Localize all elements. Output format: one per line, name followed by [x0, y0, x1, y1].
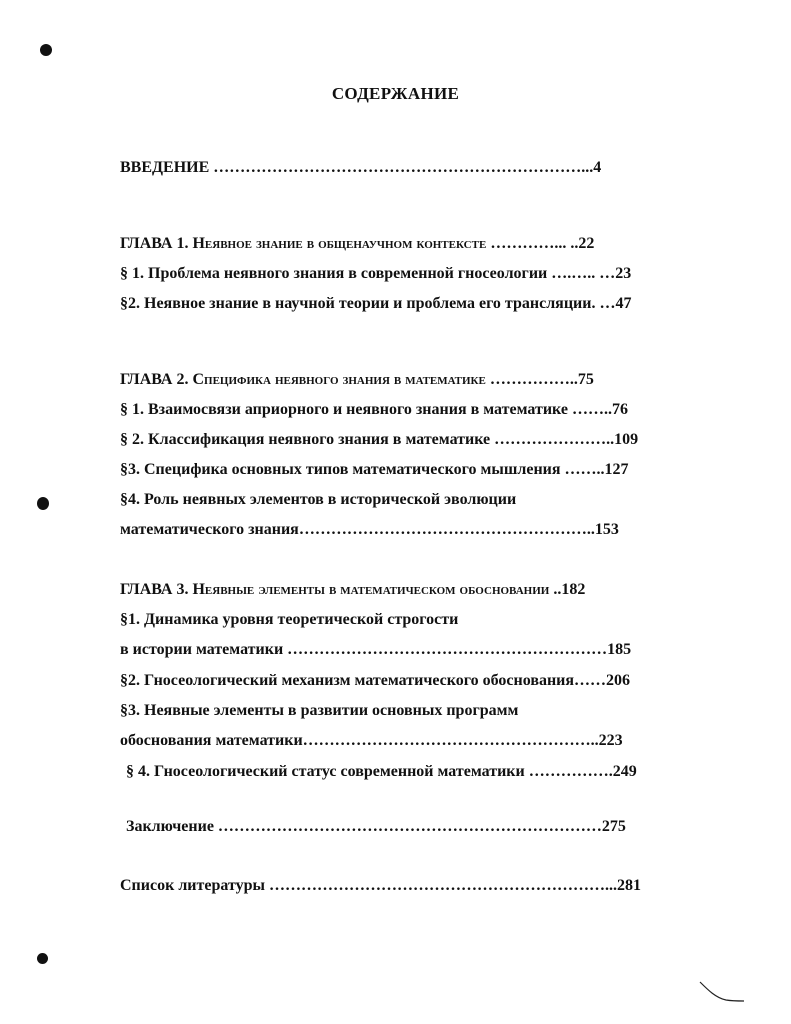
chapter-3-title: Неявные элементы в математическом обосновании — [192, 581, 550, 598]
toc-chapter-3-section-1-cont: в истории математики ……………………………………………………185 — [120, 641, 632, 658]
chapter-1-title: Неявное знание в общенаучном контексте — [192, 235, 487, 252]
toc-chapter-3 — [120, 580, 585, 600]
toc-chapter-3-section-4: § 4. Гносеологический статус современной математики …………….249 — [126, 763, 637, 780]
toc-conclusion: Заключение ………………………………………………………………275 — [126, 818, 626, 835]
pen-scribble-mark — [698, 980, 748, 1008]
chapter-1-page: …………... ..22 — [486, 235, 595, 252]
toc-chapter-3-section-2: §2. Гносеологический механизм математического обоснования……206 — [120, 672, 631, 689]
toc-chapter-3-section-3-cont: обоснования математики………………………………………………..223 — [120, 732, 623, 749]
punch-hole-mark-middle — [37, 497, 49, 510]
punch-hole-mark-bottom — [37, 953, 48, 964]
chapter-2-prefix: ГЛАВА 2. — [120, 371, 193, 388]
toc-chapter-2-section-1: § 1. Взаимосвязи априорного и неявного знания в математике ……..76 — [120, 401, 628, 418]
toc-intro: ВВЕДЕНИЕ ……………………………………………………………...4 — [120, 159, 602, 176]
toc-chapter-2-section-3: §3. Специфика основных типов математического мышления ……..127 — [120, 461, 629, 478]
toc-chapter-3-section-3: §3. Неявные элементы в развитии основных программ — [120, 702, 519, 719]
page-title: СОДЕРЖАНИЕ — [331, 84, 460, 103]
toc-chapter-2-section-4-cont: математического знания………………………………………………..153 — [120, 521, 619, 538]
toc-bibliography: Список литературы ………………………………………………………...281 — [120, 877, 641, 894]
toc-chapter-3-section-1: §1. Динамика уровня теоретической строгости — [120, 611, 459, 628]
punch-hole-mark-top — [40, 44, 52, 56]
toc-chapter-1-section-2: §2. Неявное знание в научной теории и проблема его трансляции. …47 — [120, 295, 632, 312]
chapter-1-prefix: ГЛАВА 1. — [120, 235, 193, 252]
toc-chapter-2-section-2: § 2. Классификация неявного знания в математике …………………..109 — [120, 431, 639, 448]
chapter-3-page: ..182 — [549, 581, 586, 598]
toc-chapter-2 — [120, 370, 594, 390]
toc-chapter-1-section-1: § 1. Проблема неявного знания в современной гносеологии ….….. …23 — [120, 265, 632, 282]
chapter-2-page: ……………..75 — [485, 371, 594, 388]
chapter-3-prefix: ГЛАВА 3. — [120, 581, 193, 598]
chapter-2-title: Специфика неявного знания в математике — [192, 371, 486, 388]
toc-chapter-2-section-4: §4. Роль неявных элементов в исторической эволюции — [120, 491, 517, 508]
toc-chapter-1 — [120, 234, 594, 254]
